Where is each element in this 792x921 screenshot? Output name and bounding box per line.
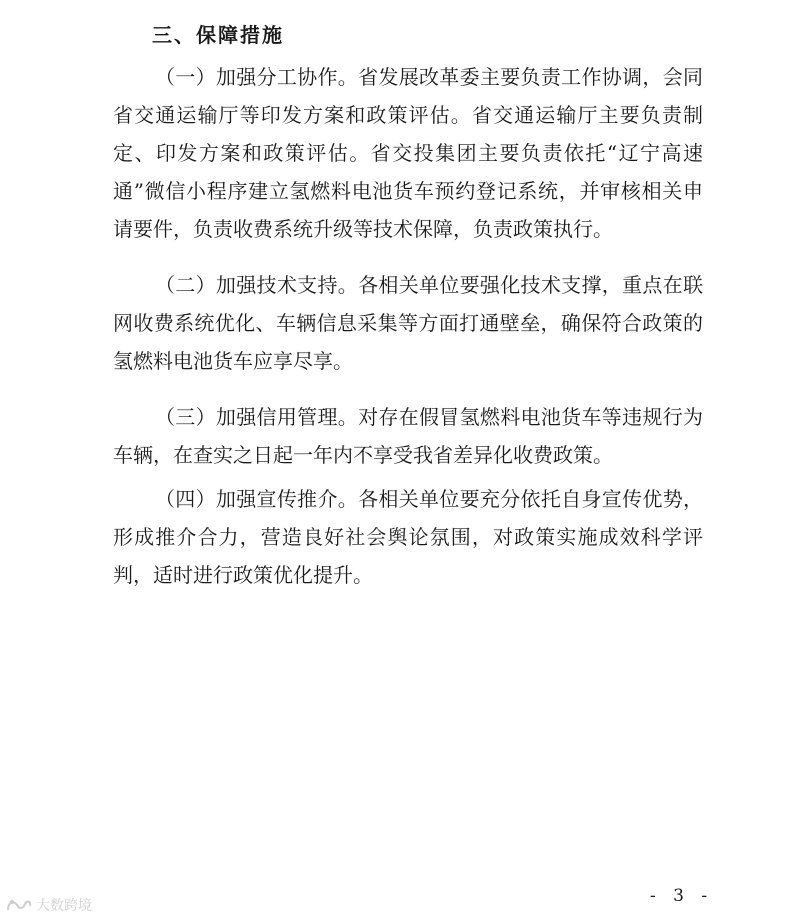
paragraph-credit-management: （三）加强信用管理。对存在假冒氢燃料电池货车等违规行为车辆，在查实之日起一年内不享受我省差异化收费政策。	[113, 405, 703, 467]
watermark-logo-icon	[6, 897, 32, 913]
paragraph-publicity: （四）加强宣传推介。各相关单位要充分依托自身宣传优势，形成推介合力，营造良好社会舆论氛围，对政策实施成效科学评判，适时进行政策优化提升。	[113, 487, 703, 587]
section-heading: 三、保障措施	[152, 23, 284, 47]
watermark	[6, 895, 92, 915]
page-number: - 3 -	[650, 886, 714, 906]
paragraph-division-of-labor: （一）加强分工协作。省发展改革委主要负责工作协调，会同省交通运输厅等印发方案和政策评估。省交通运输厅主要负责制定、印发方案和政策评估。省交投集团主要负责依托“辽宁高速通”微信小程序建立氢燃料电池货车预约登记系统，并审核相关申请要件，负责收费系统升级等技术保障，负责政策执行。	[113, 65, 703, 241]
paragraph-technical-support: （二）加强技术支持。各相关单位要强化技术支撑，重点在联网收费系统优化、车辆信息采集等方面打通壁垒，确保符合政策的氢燃料电池货车应享尽享。	[113, 273, 703, 373]
watermark-text: 大数跨境	[36, 898, 92, 914]
